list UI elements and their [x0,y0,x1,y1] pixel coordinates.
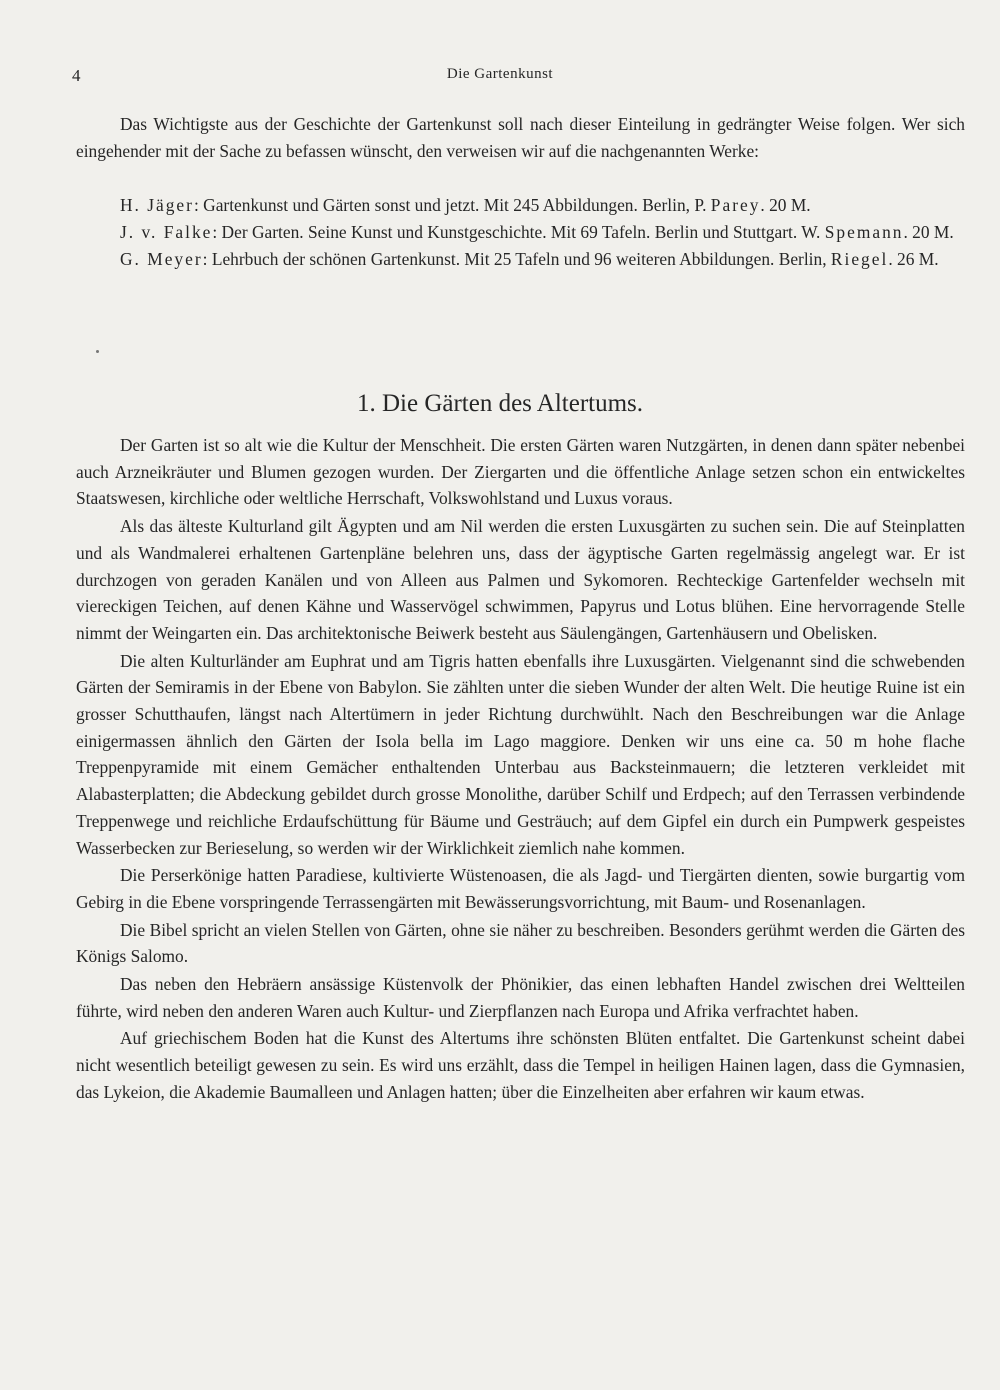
reference-text: : Lehrbuch der schönen Gartenkunst. Mit 25 Tafeln und 96 weiteren Abbildungen. Berlin, [202,249,831,269]
page-number: 4 [72,66,81,85]
reference-publisher: Riegel [830,249,889,269]
body-paragraph: Die Bibel spricht an vielen Stellen von Gärten, ohne sie näher zu beschreiben. Besonders gerühmt werden die Gärten des Königs Salomo. [76,919,965,967]
section-body [76,432,965,1107]
body-paragraph: Der Garten ist so alt wie die Kultur der Menschheit. Die ersten Gärten waren Nutzgärten, in denen dann später nebenbei auch Arzneikräuter und Blumen gezogen wurden. Der Ziergarten und die öffentliche Anlage setzen schon ein entwickeltes Staatswesen, kirchliche oder weltliche Herrschaft, Volkswohlstand und Luxus voraus. [76,435,965,509]
body-paragraph: Das neben den Hebräern ansässige Küstenvolk der Phönikier, das einen lebhaften Handel zwischen drei Weltteilen führte, wird neben den anderen Waren auch Kultur- und Zierpflanzen nach Europa und Afrika verfrachtet haben. [76,974,965,1021]
reference-item [76,219,965,246]
body-paragraph: Als das älteste Kulturland gilt Ägypten und am Nil werden die ersten Luxusgärten zu suchen sein. Die auf Steinplatten und als Wandmalerei erhaltenen Gartenpläne belehren uns, dass der ägyptische Garten regelmässig angelegt war. Er ist durchzogen von geraden Kanälen und von Alleen aus Palmen und Sykomoren. Rechteckige Gartenfelder wechseln mit viereckigen Teichen, auf denen Kähne und Wasservögel schwimmen, Papyrus und Lotus blühen. Eine hervorragende Stelle nimmt der Weingarten ein. Das architektonische Beiwerk besteht aus Säulengängen, Gartenhäusern und Obelisken. [76,516,965,643]
running-title: Die Gartenkunst [446,66,554,82]
intro-block [76,111,965,164]
reference-publisher: Spemann [824,222,904,242]
reference-author: G. Meyer [120,249,203,269]
reference-publisher: Parey [710,195,761,215]
reference-price: . 26 M. [888,249,939,269]
reference-text: : Gartenkunst und Gärten sonst und jetzt. Mit 245 Abbildungen. Berlin, P. [193,195,711,215]
reference-item [76,246,965,273]
reference-text: : Der Garten. Seine Kunst und Kunstgeschichte. Mit 69 Tafeln. Berlin und Stuttgart. W. [212,222,825,242]
reference-author: J. v. Falke [120,222,213,242]
reference-list [76,192,965,273]
reference-author: H. Jäger [120,195,194,215]
reference-item [76,192,965,219]
print-speck [96,350,99,353]
body-paragraph: Auf griechischem Boden hat die Kunst des Altertums ihre schönsten Blüten entfaltet. Die Gartenkunst scheint dabei nicht wesentlich beteiligt gewesen zu sein. Es wird uns erzählt, dass die Tempel in heiligen Hainen lagen, dass die Gymnasien, das Lykeion, die Akademie Baumalleen und Anlagen hatten; über die Einzelheiten aber erfahren wir kaum etwas. [76,1028,965,1102]
reference-price: . 20 M. [760,195,811,215]
body-paragraph: Die Perserkönige hatten Paradiese, kultivierte Wüstenoasen, die als Jagd- und Tiergärten dienten, sowie burgartig vom Gebirg in die Ebene vorspringende Terrassengärten mit Bewässerungsvorrichtung, mit Baum- und Rosenanlagen. [76,865,965,912]
intro-paragraph: Das Wichtigste aus der Geschichte der Gartenkunst soll nach dieser Einteilung in gedrängter Weise folgen. Wer sich eingehender mit der Sache zu befassen wünscht, den verweisen wir auf die nachgenannten Werke: [76,114,965,161]
reference-price: . 20 M. [903,222,954,242]
section-heading: 1. Die Gärten des Altertums. [356,390,644,417]
body-paragraph: Die alten Kulturländer am Euphrat und am Tigris hatten ebenfalls ihre Luxusgärten. Vielgenannt sind die schwebenden Gärten der Semiramis in der Ebene von Babylon. Sie zählten unter die sieben Wunder der alten Welt. Die heutige Ruine ist ein grosser Schutthaufen, längst nach Altertümern in jeder Richtung durchwühlt. Nach den Beschreibungen war die Anlage einigermassen ähnlich den Gärten der Isola bella im Lago maggiore. Denken wir uns eine ca. 50 m hohe flache Treppenpyramide mit einem Gemächer enthaltenden Unterbau aus Backsteinmauern; die letzteren verkleidet mit Alabasterplatten; die Abdeckung gebildet durch grosse Monolithe, darüber Schilf und Erdpech; auf den Terrassen verbindende Treppenwege und reichliche Erdaufschüttung für Bäume und Gesträuch; auf dem Gipfel ein durch ein Pumpwerk gespeistes Wasserbecken zur Berieselung, so werden wir der Wirklichkeit ziemlich nahe kommen. [76,650,965,858]
